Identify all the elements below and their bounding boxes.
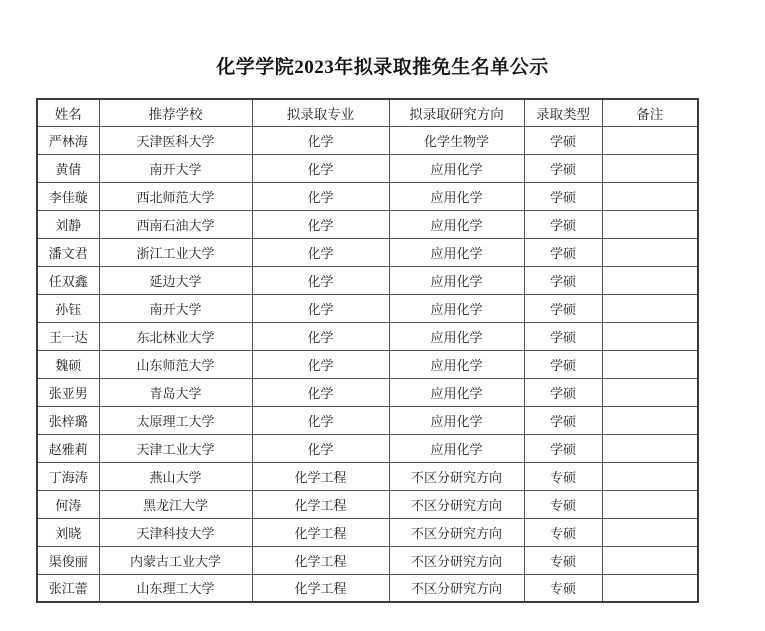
- remark-cell: [602, 378, 698, 406]
- remark-cell: [602, 154, 698, 182]
- school-cell: 西南石油大学: [99, 210, 252, 238]
- major-cell: 化学: [252, 434, 389, 462]
- school-cell: 西北师范大学: [99, 182, 252, 210]
- table-row: [37, 378, 698, 406]
- table-row: [37, 406, 698, 434]
- direction-cell: 应用化学: [389, 266, 524, 294]
- name-cell: 张亚男: [37, 378, 99, 406]
- table-row: [37, 126, 698, 154]
- school-cell: 南开大学: [99, 294, 252, 322]
- type-cell: 学硕: [524, 322, 602, 350]
- name-cell: 何涛: [37, 490, 99, 518]
- school-cell: 黑龙江大学: [99, 490, 252, 518]
- major-cell: 化学: [252, 322, 389, 350]
- column-header-major: 拟录取专业: [252, 99, 389, 126]
- remark-cell: [602, 322, 698, 350]
- direction-cell: 应用化学: [389, 294, 524, 322]
- remark-cell: [602, 574, 698, 602]
- name-cell: 丁海涛: [37, 462, 99, 490]
- major-cell: 化学: [252, 126, 389, 154]
- remark-cell: [602, 182, 698, 210]
- direction-cell: 不区分研究方向: [389, 574, 524, 602]
- remark-cell: [602, 266, 698, 294]
- direction-cell: 不区分研究方向: [389, 462, 524, 490]
- type-cell: 学硕: [524, 126, 602, 154]
- table-row: [37, 462, 698, 490]
- table-row: [37, 350, 698, 378]
- direction-cell: 不区分研究方向: [389, 546, 524, 574]
- table-row: [37, 546, 698, 574]
- name-cell: 王一达: [37, 322, 99, 350]
- remark-cell: [602, 546, 698, 574]
- table-row: [37, 182, 698, 210]
- table-body: [37, 126, 698, 602]
- table-row: [37, 294, 698, 322]
- column-header-name: 姓名: [37, 99, 99, 126]
- major-cell: 化学: [252, 266, 389, 294]
- type-cell: 学硕: [524, 266, 602, 294]
- admission-roster-table: [36, 98, 699, 603]
- table-row: [37, 322, 698, 350]
- column-header-school: 推荐学校: [99, 99, 252, 126]
- table-row: [37, 210, 698, 238]
- type-cell: 学硕: [524, 294, 602, 322]
- remark-cell: [602, 490, 698, 518]
- remark-cell: [602, 210, 698, 238]
- direction-cell: 应用化学: [389, 238, 524, 266]
- major-cell: 化学: [252, 350, 389, 378]
- type-cell: 专硕: [524, 518, 602, 546]
- major-cell: 化学工程: [252, 462, 389, 490]
- school-cell: 东北林业大学: [99, 322, 252, 350]
- name-cell: 魏硕: [37, 350, 99, 378]
- table-row: [37, 574, 698, 602]
- remark-cell: [602, 350, 698, 378]
- name-cell: 孙钰: [37, 294, 99, 322]
- direction-cell: 不区分研究方向: [389, 518, 524, 546]
- direction-cell: 应用化学: [389, 154, 524, 182]
- remark-cell: [602, 126, 698, 154]
- school-cell: 山东师范大学: [99, 350, 252, 378]
- column-header-type: 录取类型: [524, 99, 602, 126]
- name-cell: 潘文君: [37, 238, 99, 266]
- table-row: [37, 238, 698, 266]
- direction-cell: 应用化学: [389, 406, 524, 434]
- type-cell: 专硕: [524, 462, 602, 490]
- header-row: [37, 99, 698, 126]
- remark-cell: [602, 294, 698, 322]
- name-cell: 黄倩: [37, 154, 99, 182]
- remark-cell: [602, 462, 698, 490]
- name-cell: 任双鑫: [37, 266, 99, 294]
- page-title: 化学学院2023年拟录取推免生名单公示: [216, 57, 549, 78]
- major-cell: 化学: [252, 378, 389, 406]
- school-cell: 燕山大学: [99, 462, 252, 490]
- table-row: [37, 266, 698, 294]
- major-cell: 化学工程: [252, 518, 389, 546]
- name-cell: 严林海: [37, 126, 99, 154]
- table-header: [37, 99, 698, 126]
- type-cell: 学硕: [524, 182, 602, 210]
- table-row: [37, 154, 698, 182]
- school-cell: 太原理工大学: [99, 406, 252, 434]
- type-cell: 学硕: [524, 210, 602, 238]
- major-cell: 化学工程: [252, 490, 389, 518]
- name-cell: 刘晓: [37, 518, 99, 546]
- name-cell: 李佳璇: [37, 182, 99, 210]
- name-cell: 张江蕾: [37, 574, 99, 602]
- table-row: [37, 434, 698, 462]
- direction-cell: 不区分研究方向: [389, 490, 524, 518]
- column-header-remark: 备注: [602, 99, 698, 126]
- type-cell: 学硕: [524, 350, 602, 378]
- major-cell: 化学: [252, 210, 389, 238]
- type-cell: 专硕: [524, 490, 602, 518]
- type-cell: 学硕: [524, 238, 602, 266]
- direction-cell: 应用化学: [389, 210, 524, 238]
- type-cell: 学硕: [524, 406, 602, 434]
- remark-cell: [602, 238, 698, 266]
- major-cell: 化学: [252, 294, 389, 322]
- name-cell: 张梓璐: [37, 406, 99, 434]
- type-cell: 学硕: [524, 378, 602, 406]
- school-cell: 南开大学: [99, 154, 252, 182]
- type-cell: 专硕: [524, 574, 602, 602]
- direction-cell: 化学生物学: [389, 126, 524, 154]
- major-cell: 化学: [252, 406, 389, 434]
- school-cell: 浙江工业大学: [99, 238, 252, 266]
- table-row: [37, 518, 698, 546]
- major-cell: 化学: [252, 154, 389, 182]
- major-cell: 化学工程: [252, 574, 389, 602]
- direction-cell: 应用化学: [389, 378, 524, 406]
- type-cell: 学硕: [524, 434, 602, 462]
- direction-cell: 应用化学: [389, 434, 524, 462]
- major-cell: 化学工程: [252, 546, 389, 574]
- type-cell: 专硕: [524, 546, 602, 574]
- school-cell: 延边大学: [99, 266, 252, 294]
- school-cell: 天津工业大学: [99, 434, 252, 462]
- school-cell: 天津科技大学: [99, 518, 252, 546]
- school-cell: 内蒙古工业大学: [99, 546, 252, 574]
- name-cell: 赵雅莉: [37, 434, 99, 462]
- school-cell: 青岛大学: [99, 378, 252, 406]
- table-row: [37, 490, 698, 518]
- school-cell: 天津医科大学: [99, 126, 252, 154]
- remark-cell: [602, 406, 698, 434]
- major-cell: 化学: [252, 238, 389, 266]
- type-cell: 学硕: [524, 154, 602, 182]
- remark-cell: [602, 434, 698, 462]
- remark-cell: [602, 518, 698, 546]
- direction-cell: 应用化学: [389, 350, 524, 378]
- column-header-direction: 拟录取研究方向: [389, 99, 524, 126]
- name-cell: 刘静: [37, 210, 99, 238]
- direction-cell: 应用化学: [389, 182, 524, 210]
- major-cell: 化学: [252, 182, 389, 210]
- school-cell: 山东理工大学: [99, 574, 252, 602]
- name-cell: 渠俊丽: [37, 546, 99, 574]
- direction-cell: 应用化学: [389, 322, 524, 350]
